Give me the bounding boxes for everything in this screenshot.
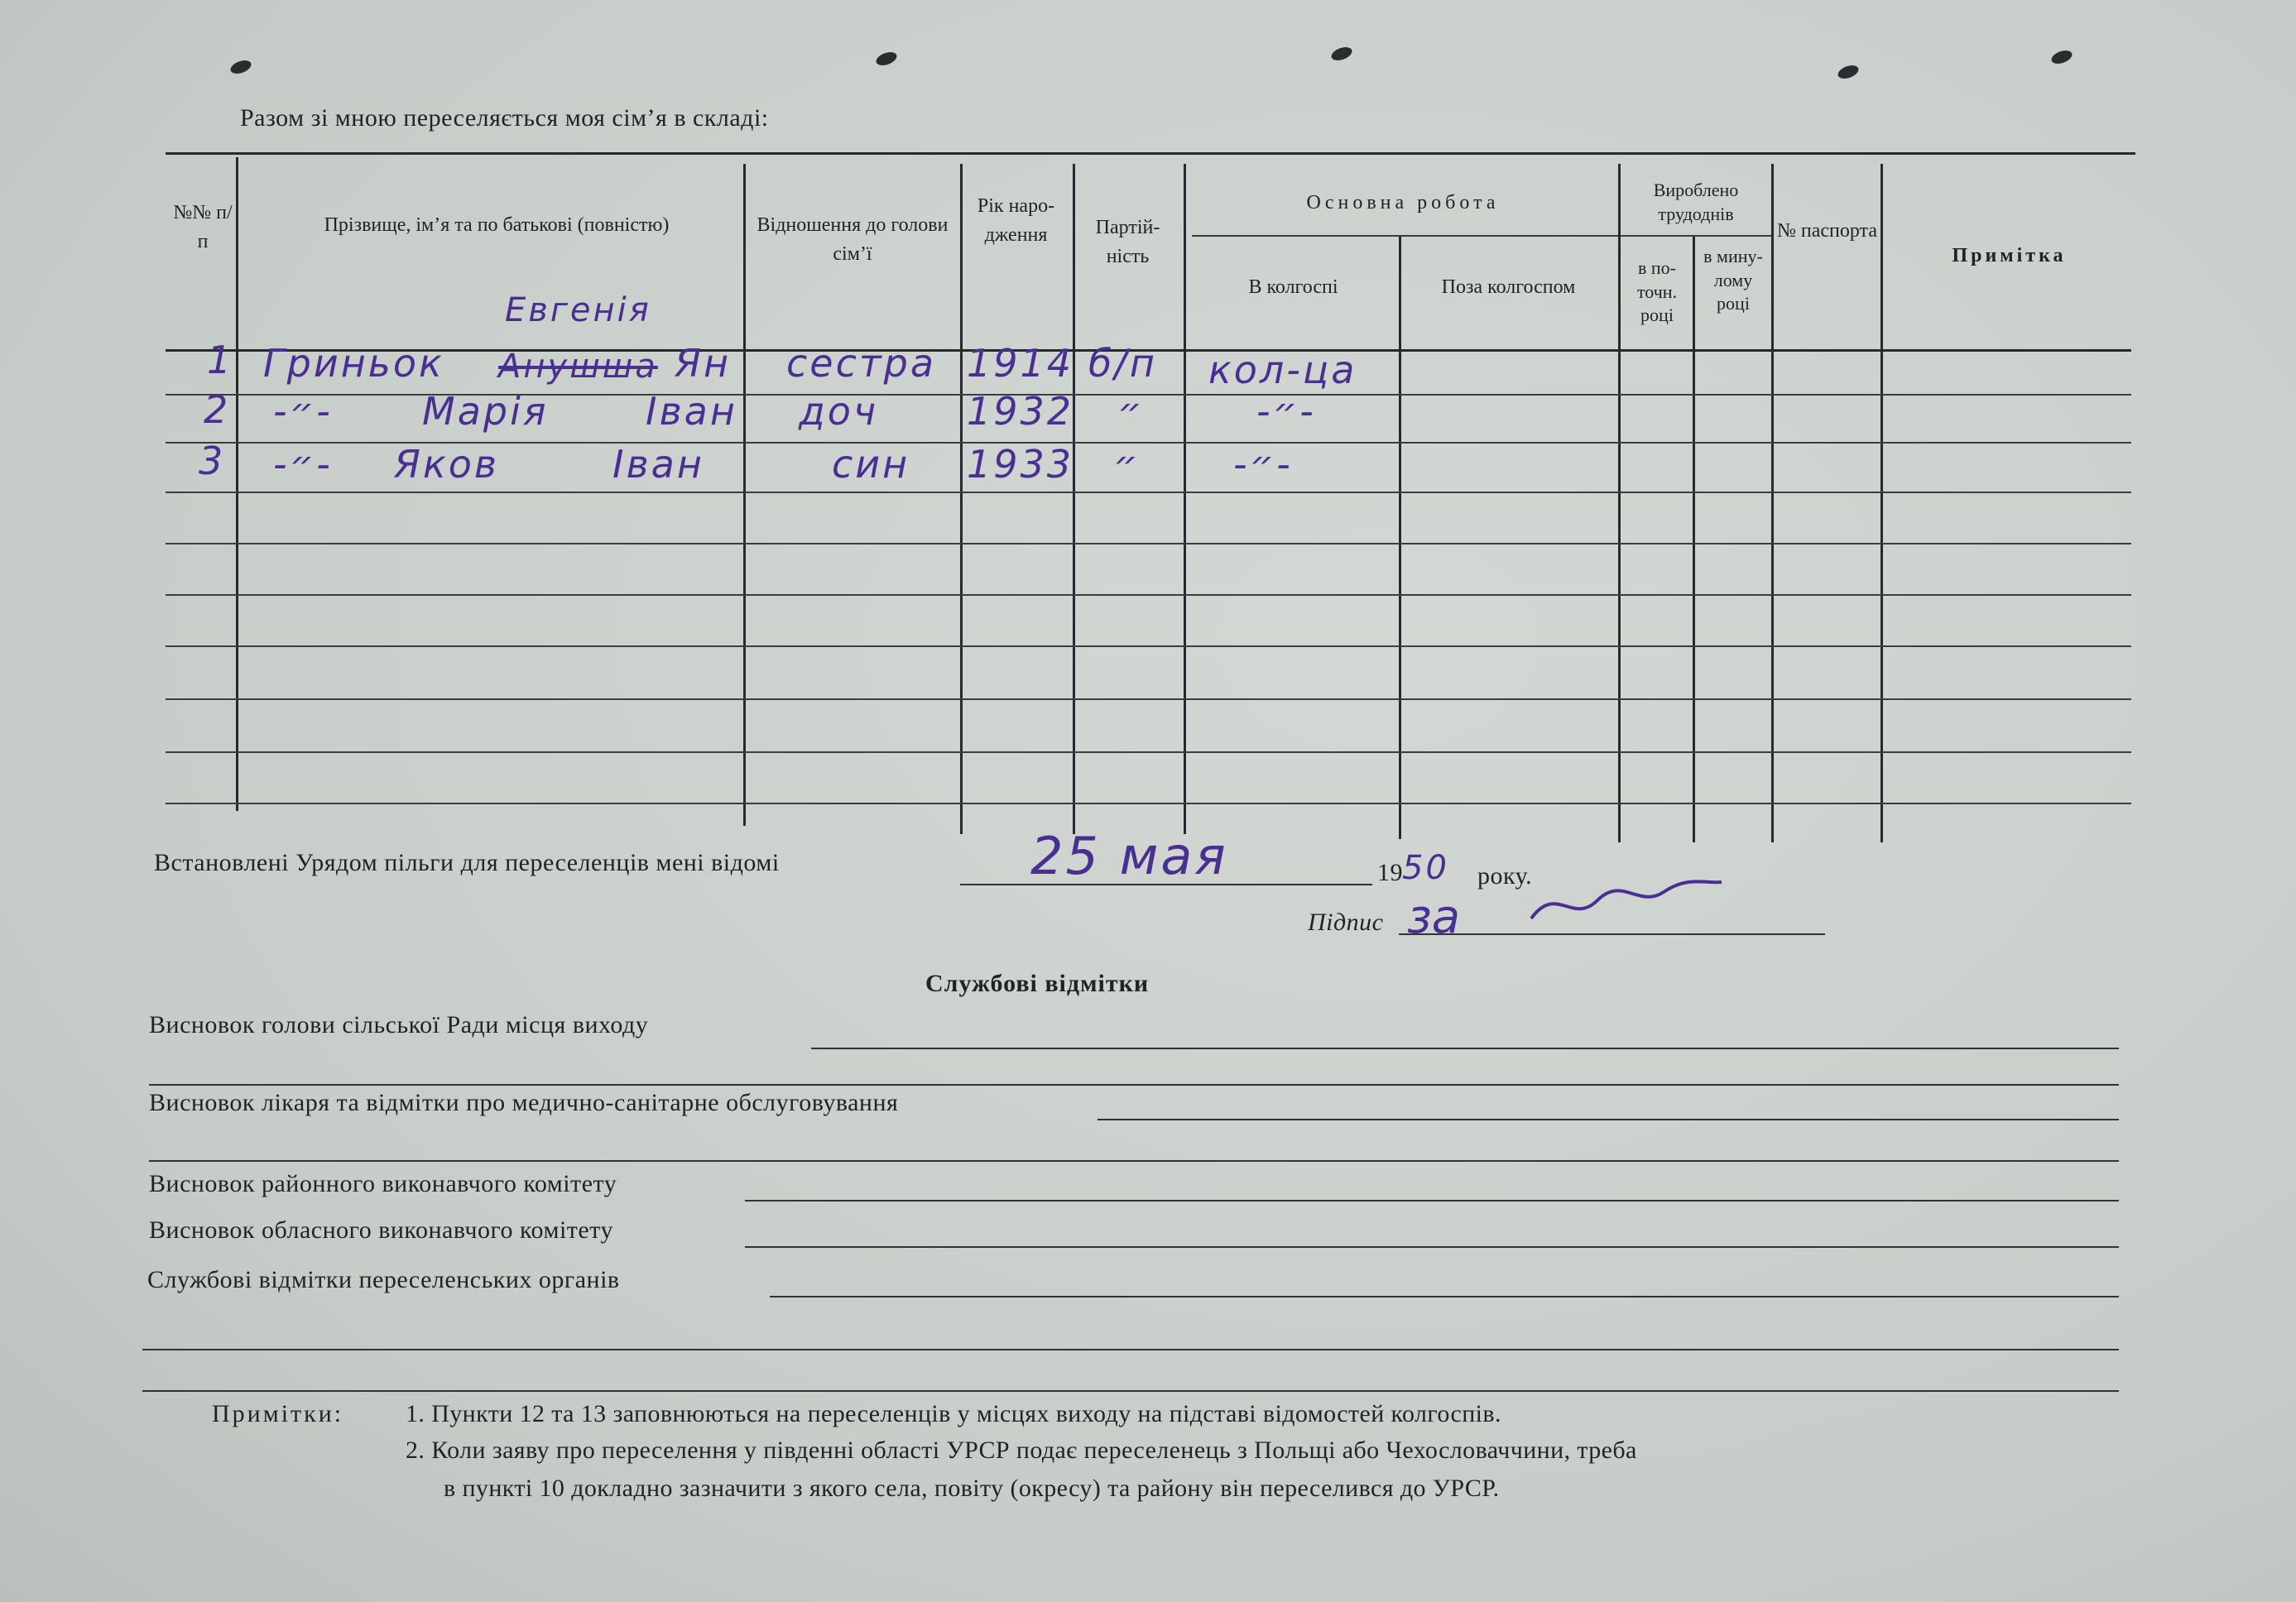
table-row-line <box>166 751 2131 753</box>
signature-label: Підпис <box>1308 909 1384 936</box>
punch-hole <box>1329 45 1353 63</box>
punch-hole <box>874 50 898 68</box>
column-divider <box>236 157 238 811</box>
header-current-year: в по- точн. році <box>1636 257 1678 326</box>
row-number: 1 <box>207 338 232 382</box>
date-handwritten: 25 мая <box>1030 826 1228 886</box>
header-num: №№ п/п <box>173 202 233 252</box>
row-work: -״- <box>1256 389 1316 434</box>
year-handwritten: 50 <box>1402 849 1449 887</box>
header-passport: № паспорта <box>1776 220 1877 242</box>
header-relation: Відношення до голови сім’ї <box>757 214 949 265</box>
punch-hole <box>1836 63 1860 81</box>
row-year: 1932 <box>967 389 1074 434</box>
column-divider <box>743 164 746 826</box>
table-row-line <box>166 803 2131 804</box>
column-divider <box>1771 164 1774 842</box>
fill-line <box>149 1160 2119 1162</box>
header-produced: Вироблено трудоднів <box>1653 180 1739 224</box>
note-item-2-cont: в пункті 10 докладно зазначити з якого села, повіту (окресу) та району він переселився до УРСР. <box>444 1475 1500 1502</box>
fill-line <box>142 1349 2119 1350</box>
header-name: Прізвище, ім’я та по батькові (повністю) <box>324 214 670 236</box>
header-year: Рік наро- дження <box>977 195 1055 246</box>
handwritten-name-correction: Евгенія <box>505 291 651 329</box>
row-surname: -״- <box>273 442 333 487</box>
row-year: 1914 <box>967 341 1074 386</box>
table-row-line <box>166 645 2131 647</box>
benefits-text: Встановлені Урядом пільги для переселенців мені відомі <box>154 849 780 876</box>
row-surname: Гриньок <box>263 341 444 386</box>
year-suffix: року. <box>1477 862 1533 890</box>
service-line-village: Висновок голови сільської Ради місця виходу <box>149 1011 649 1038</box>
row-relation: доч <box>799 389 879 434</box>
service-line-resettlement: Службові відмітки переселенських органів <box>147 1266 620 1293</box>
service-line-district: Висновок районного виконавчого комітету <box>149 1170 617 1197</box>
note-item-2: 2. Коли заяву про переселення у південні області УРСР подає переселенець з Польщі або Чехословаччини, треба <box>406 1437 1637 1464</box>
row-party: ״ <box>1117 389 1145 434</box>
subheader-divider <box>1621 235 1771 237</box>
fill-line <box>745 1246 2119 1248</box>
service-line-doctor: Висновок лікаря та відмітки про медично-санітарне обслуговування <box>149 1089 899 1116</box>
punch-hole <box>228 58 252 76</box>
row-number: 3 <box>199 439 223 483</box>
notes-label: Примітки: <box>212 1400 344 1427</box>
row-work: -״- <box>1233 442 1293 487</box>
service-line-oblast: Висновок обласного виконавчого комітету <box>149 1216 613 1244</box>
header-note: Примітка <box>1952 245 2067 266</box>
fill-line <box>142 1390 2119 1392</box>
subheader-divider <box>1192 235 1618 237</box>
fill-line <box>149 1084 2119 1086</box>
column-divider <box>1184 164 1186 834</box>
service-title: Службові відмітки <box>925 970 1150 997</box>
fill-line <box>770 1296 2119 1297</box>
row-patronymic: Іван <box>646 389 737 434</box>
signature-handwritten: за <box>1407 890 1461 944</box>
row-name: Яков <box>394 442 499 487</box>
row-work: кол-ца <box>1208 348 1357 392</box>
row-surname: -״- <box>273 389 333 434</box>
header-outside: Поза колгоспом <box>1441 276 1576 298</box>
row-party: б/п <box>1088 341 1157 386</box>
fill-line <box>745 1200 2119 1202</box>
column-divider <box>960 164 963 834</box>
table-row-line <box>166 492 2131 493</box>
table-row-line <box>166 698 2131 700</box>
row-party: ״ <box>1113 442 1141 487</box>
column-divider <box>1073 164 1075 834</box>
punch-hole <box>2049 48 2073 66</box>
fill-line <box>1098 1119 2119 1120</box>
header-main-work: Основна робота <box>1306 192 1500 213</box>
signature-underline <box>1399 933 1825 935</box>
row-relation: сестра <box>786 341 937 386</box>
row-patronymic: Ян <box>675 341 732 386</box>
header-party: Партій- ність <box>1095 217 1160 267</box>
note-item-1: 1. Пункти 12 та 13 заповнюються на переселенців у місцях виходу на підставі відомостей колгоспів. <box>406 1400 1501 1427</box>
header-kolhosp: В колгоспі <box>1248 276 1338 298</box>
header-last-year: в мину- лому році <box>1703 246 1763 314</box>
table-row-line <box>166 543 2131 544</box>
column-divider <box>1881 164 1883 842</box>
column-divider <box>1399 235 1401 839</box>
table-top-border <box>166 152 2135 155</box>
row-name: Марія <box>422 389 549 434</box>
signature-scribble <box>1523 875 1730 933</box>
row-patronymic: Іван <box>612 442 704 487</box>
intro-text: Разом зі мною переселяється моя сім’я в складі: <box>240 104 769 132</box>
table-row-line <box>166 594 2131 596</box>
row-name: Анушша <box>498 348 658 386</box>
column-divider <box>1618 164 1621 842</box>
row-relation: син <box>832 442 910 487</box>
fill-line <box>811 1048 2119 1049</box>
year-prefix: 19 <box>1377 859 1403 886</box>
row-year: 1933 <box>967 442 1074 487</box>
row-number: 2 <box>204 387 228 432</box>
